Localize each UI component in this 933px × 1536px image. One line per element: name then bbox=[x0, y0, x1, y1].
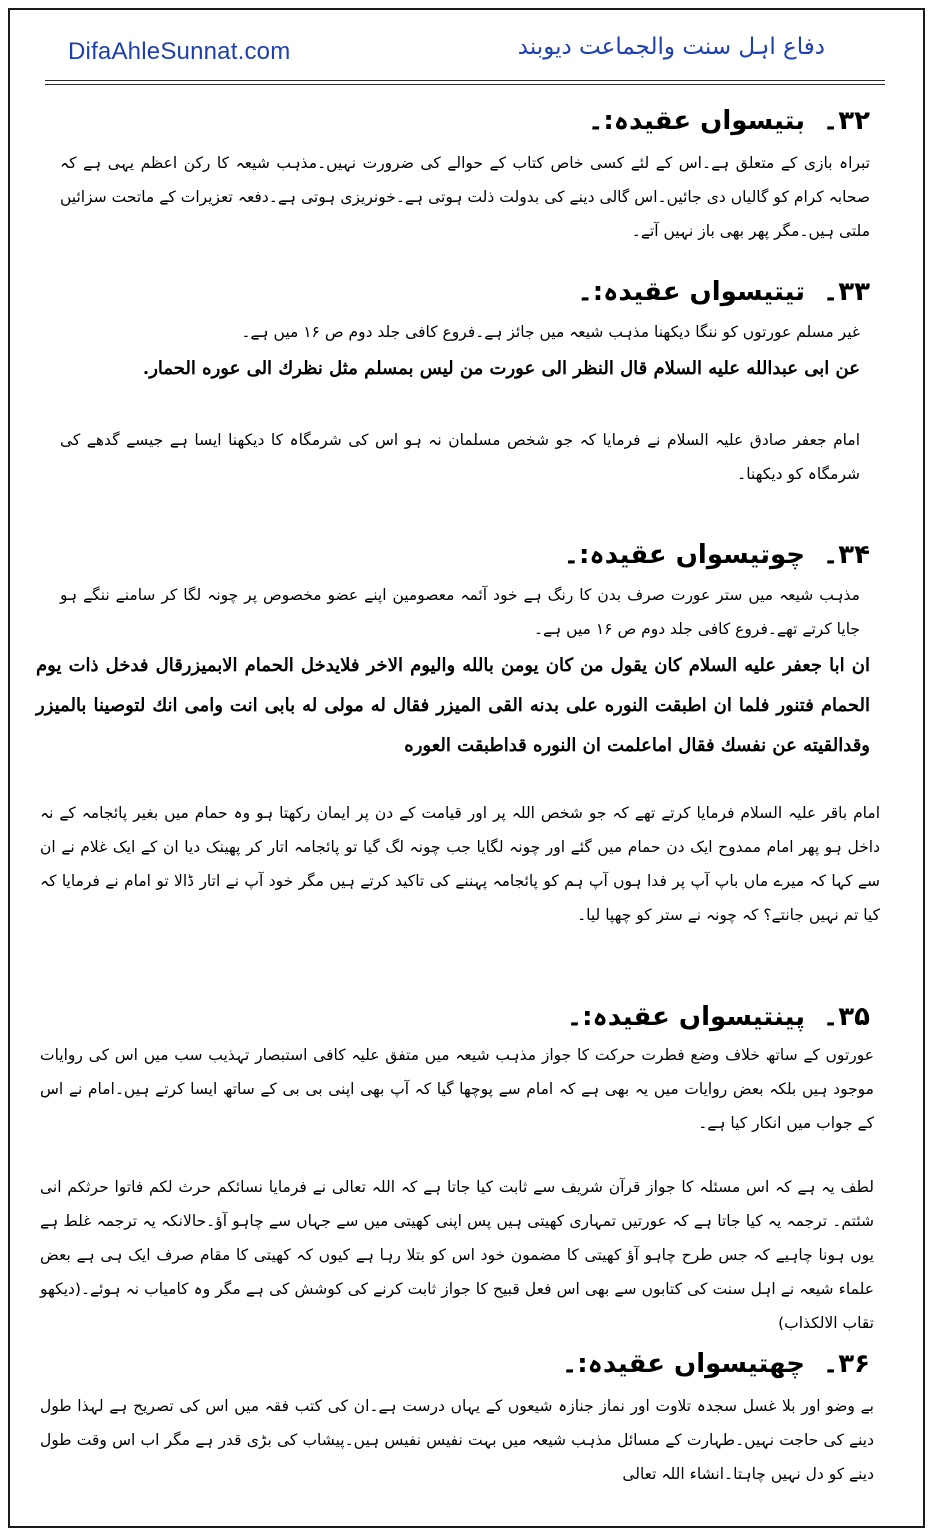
section-number: ۳۴۔ bbox=[823, 540, 870, 570]
header-divider-bottom bbox=[45, 84, 885, 85]
section-heading bbox=[60, 1000, 870, 1034]
section-number: ۳۵۔ bbox=[823, 1002, 870, 1032]
section-33 bbox=[60, 275, 870, 491]
section-32 bbox=[60, 104, 870, 248]
arabic-quote: عن ابی عبدالله علیه السلام قال النظر الی عورت من لیس بمسلم مثل نظرك الی عوره الحمار. bbox=[142, 358, 860, 379]
section-number: ۳۲۔ bbox=[823, 106, 870, 136]
section-number: ۳۶۔ bbox=[823, 1349, 870, 1379]
section-34 bbox=[36, 538, 880, 932]
paragraph: عورتوں کے ساتھ خلاف وضع فطرت حرکت کا جواز مذہب شیعہ میں متفق علیہ کافی استبصار تہذیب سب میں اس کی روایات موجود ہیں بلکہ بعض روایات میں یہ بھی ہے کہ امام سے پوچھا گیا کہ آپ بھی اپنی بی بی کے ساتھ ایسا کرتے ہیں۔امام نے اس کے جواب میں انکار کیا ہے۔ bbox=[40, 1046, 874, 1132]
section-title: پینتیسواں عقیدہ:۔ bbox=[566, 1002, 806, 1032]
paragraph: غیر مسلم عورتوں کو ننگا دیکھنا مذہب شیعہ میں جائز ہے۔فروع کافی جلد دوم ص ۱۶ میں ہے۔ bbox=[241, 323, 860, 341]
paragraph: لطف یہ ہے کہ اس مسئلہ کا جواز قرآن شریف سے ثابت کیا جاتا ہے کہ اللہ تعالی نے فرمایا نسائکم حرث لکم فاتوا حرثکم انی شئتم۔ ترجمہ یہ کیا جاتا ہے کہ عورتیں تمہاری کھیتی ہیں پس اپنی کھیتی میں سے جہاں سے چاہو آؤ۔حالانکہ یہ ترجمہ غلط ہے یوں ہونا چاہیے کہ جس طرح چاہو آؤ کھیتی کا مضمون خود اس کو بتلا رہا ہے کیوں کہ کھیتی کا مقام صرف ایک ہی ہے بعض علماء شیعہ نے اہل سنت کی کتابوں سے بھی اس فعل قبیح کا جواز ثابت کرنے کی کوشش کی ہے مگر وہ کامیاب نہ ہوئے۔(دیکھو تقاب الالکذاب) bbox=[40, 1178, 874, 1332]
section-number: ۳۳۔ bbox=[823, 277, 870, 307]
section-36 bbox=[40, 1347, 874, 1491]
paragraph: مذہب شیعہ میں ستر عورت صرف بدن کا رنگ ہے خود آئمہ معصومین اپنے عضو مخصوص پر چونہ لگا کر سامنے ننگے ہو جایا کرتے تھے۔فروع کافی جلد دوم ص ۱۶ میں ہے۔ bbox=[60, 586, 860, 638]
section-heading bbox=[60, 1347, 870, 1381]
arabic-quote: ان ابا جعفر علیه السلام کان یقول من کان یومن بالله والیوم الاخر فلایدخل الحمام الابمیزرقال فدخل ذات یوم الحمام فتنور فلما ان اطبقت النوره علی بدنه القی المیزر فقال له مولی له بابی انت وامی انك لتوصینا بالمیزر وقدالقیته عن نفسك فقال اماعلمت ان النوره قداطبقت العوره bbox=[36, 655, 870, 756]
section-heading bbox=[60, 275, 870, 309]
paragraph: بے وضو اور بلا غسل سجدہ تلاوت اور نماز جنازہ شیعوں کے یہاں درست ہے۔ان کی کتب فقہ میں اس کی تصریح ہے لہذا طول دینے کی حاجت نہیں۔طہارت کے مسائل مذہب شیعہ میں بہت نفیس نفیس ہیں۔پیشاب کی بڑی قدر ہے مگر اب اس وقت طول دینے کو دل نہیں چاہتا۔انشاء اللہ تعالی bbox=[40, 1397, 874, 1483]
section-title: چوتیسواں عقیدہ:۔ bbox=[563, 540, 806, 570]
site-url[interactable]: DifaAhleSunnat.com bbox=[68, 38, 291, 65]
translation: امام باقر علیہ السلام فرمایا کرتے تھے کہ جو شخص اللہ پر اور قیامت کے دن پر ایمان رکھتا ہو وہ حمام میں بغیر پائجامہ کے نہ داخل ہو پھر امام ممدوح ایک دن حمام میں گئے اور چونہ لگایا جب چونہ لگ گیا تو پائجامہ اتار کر پھینک دیا ان کے ایک غلام نے ان سے کہا کہ میرے ماں باپ آپ پر فدا ہوں آپ ہم کو پائجامہ پہننے کی تاکید کرتے ہیں مگر خود آپ نے اتار ڈالا تو امام نے فرمایا کہ کیا تم نہیں جانتے؟ کہ چونہ نے ستر کو چھپا لیا۔ bbox=[40, 804, 880, 924]
translation: امام جعفر صادق علیہ السلام نے فرمایا کہ جو شخص مسلمان نہ ہو اس کی شرمگاہ کا دیکھنا ایسا ہے جیسے گدھے کی شرمگاہ کو دیکھنا۔ bbox=[60, 431, 860, 483]
section-title: بتیسواں عقیدہ:۔ bbox=[588, 106, 806, 136]
section-title: چھتیسواں عقیدہ:۔ bbox=[562, 1349, 806, 1379]
header-divider-top bbox=[45, 80, 885, 81]
page-header bbox=[8, 8, 925, 88]
section-heading bbox=[60, 104, 870, 138]
brand-title: دفاع اہل سنت والجماعت دیوبند bbox=[517, 34, 825, 60]
section-heading bbox=[60, 538, 870, 572]
section-35 bbox=[40, 1000, 874, 1340]
paragraph: تبراہ بازی کے متعلق ہے۔اس کے لئے کسی خاص کتاب کے حوالے کی ضرورت نہیں۔مذہب شیعہ کا رکن اعظم یہی ہے کہ صحابہ کرام کو گالیاں دی جائیں۔اس گالی دینے کی بدولت ذلت ہوتی ہے۔خونریزی ہوتی ہے۔دفعہ تعزیرات کے ماتحت سزائیں ملتی ہیں۔مگر پھر بھی باز نہیں آتے۔ bbox=[60, 154, 870, 240]
section-title: تیتیسواں عقیدہ:۔ bbox=[577, 277, 806, 307]
